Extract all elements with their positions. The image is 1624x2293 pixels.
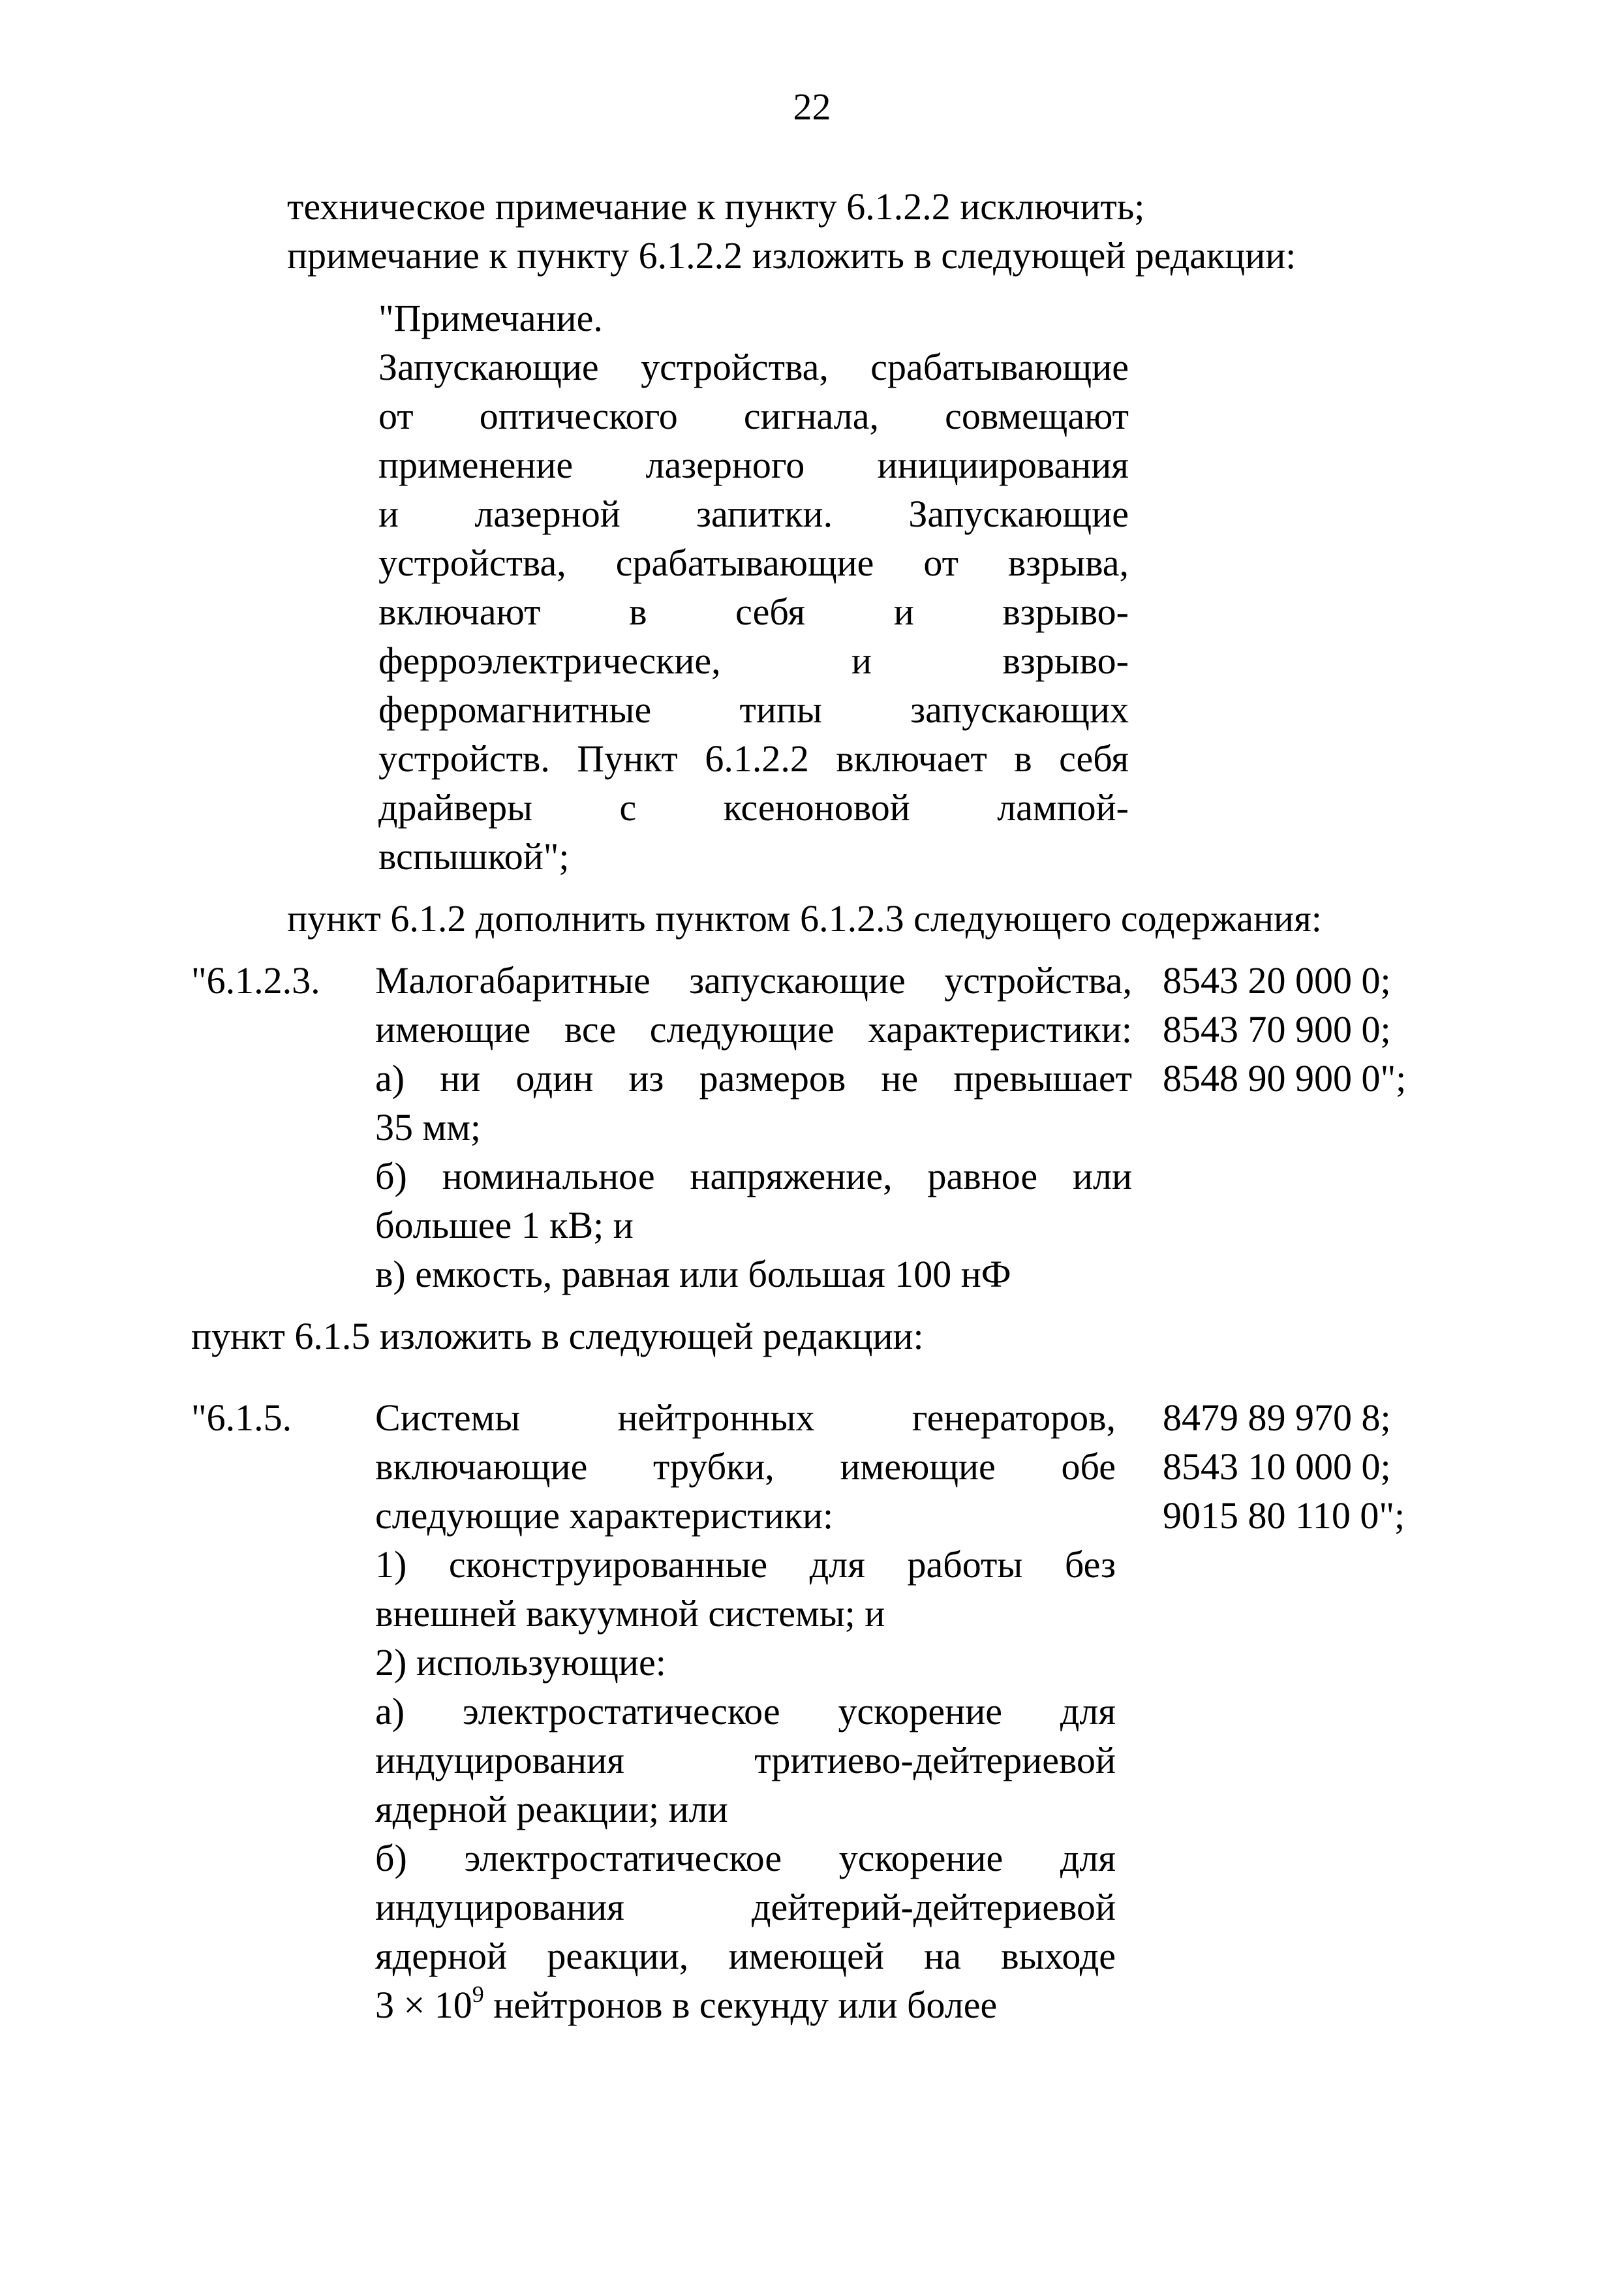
note-line: от оптического сигнала, совмещают: [378, 395, 1129, 437]
page-number: 22: [793, 85, 831, 128]
formula-exponent: 9: [472, 1981, 484, 2007]
instruction-restate-615: пункт 6.1.5 изложить в следующей редакции:: [191, 1315, 924, 1357]
note-line: драйверы с ксеноновой лампой-: [378, 786, 1129, 829]
item-text-line: индуцирования тритиево-дейтериевой: [375, 1739, 1116, 1781]
note-line: ферроэлектрические, и взрыво-: [378, 639, 1129, 682]
item-text-line: индуцирования дейтерий-дейтериевой: [375, 1886, 1116, 1928]
customs-code: 8543 70 900 0;: [1163, 1008, 1391, 1051]
note-line: устройств. Пункт 6.1.2.2 включает в себя: [378, 737, 1129, 780]
customs-code: 8479 89 970 8;: [1163, 1396, 1391, 1439]
formula-base: 3 × 10: [375, 1984, 472, 2026]
intro-line-1: техническое примечание к пункту 6.1.2.2 исключить;: [287, 185, 1145, 228]
customs-code: 8543 10 000 0;: [1163, 1445, 1391, 1488]
formula-rest: нейтронов в секунду или более: [483, 1984, 998, 2026]
item-text-line: внешней вакуумной системы; и: [375, 1592, 885, 1635]
item-number: "6.1.5.: [191, 1396, 292, 1439]
item-text-line: а) электростатическое ускорение для: [375, 1690, 1116, 1732]
customs-code: 8543 20 000 0;: [1163, 959, 1391, 1002]
item-text-line: 35 мм;: [375, 1106, 482, 1148]
note-line: Запускающие устройства, срабатывающие: [378, 346, 1129, 388]
item-text-line: большее 1 кВ; и: [375, 1204, 634, 1246]
item-text-line: включающие трубки, имеющие обе: [375, 1445, 1116, 1488]
item-text-line: Системы нейтронных генераторов,: [375, 1396, 1116, 1439]
item-text-line: 2) использующие:: [375, 1641, 666, 1684]
item-text-line: ядерной реакции, имеющей на выходе: [375, 1935, 1116, 1977]
note-line: включают в себя и взрыво-: [378, 591, 1129, 633]
item-text-line-last: [375, 1980, 1132, 2035]
customs-code: 9015 80 110 0";: [1163, 1494, 1405, 1537]
item-number: "6.1.2.3.: [191, 959, 320, 1002]
note-line: устройства, срабатывающие от взрыва,: [378, 542, 1129, 584]
item-text-line: Малогабаритные запускающие устройства,: [375, 959, 1132, 1002]
note-line: "Примечание.: [378, 297, 603, 339]
intro-line-2: примечание к пункту 6.1.2.2 изложить в следующей редакции:: [287, 234, 1296, 277]
customs-code: 8548 90 900 0";: [1163, 1057, 1407, 1100]
item-text-line: а) ни один из размеров не превышает: [375, 1057, 1132, 1100]
item-text-line: имеющие все следующие характеристики:: [375, 1008, 1132, 1051]
note-line: вспышкой";: [378, 835, 570, 878]
instruction-add-6123: пункт 6.1.2 дополнить пунктом 6.1.2.3 следующего содержания:: [287, 897, 1322, 940]
item-text-line: б) номинальное напряжение, равное или: [375, 1155, 1132, 1197]
note-line: применение лазерного инициирования: [378, 444, 1129, 486]
item-text-line: б) электростатическое ускорение для: [375, 1837, 1116, 1879]
item-text-line: 1) сконструированные для работы без: [375, 1543, 1116, 1586]
note-line: ферромагнитные типы запускающих: [378, 688, 1129, 731]
item-text-line: следующие характеристики:: [375, 1494, 834, 1537]
note-line: и лазерной запитки. Запускающие: [378, 493, 1129, 535]
item-text-line: в) емкость, равная или большая 100 нФ: [375, 1253, 1011, 1295]
item-text-line: ядерной реакции; или: [375, 1788, 728, 1830]
